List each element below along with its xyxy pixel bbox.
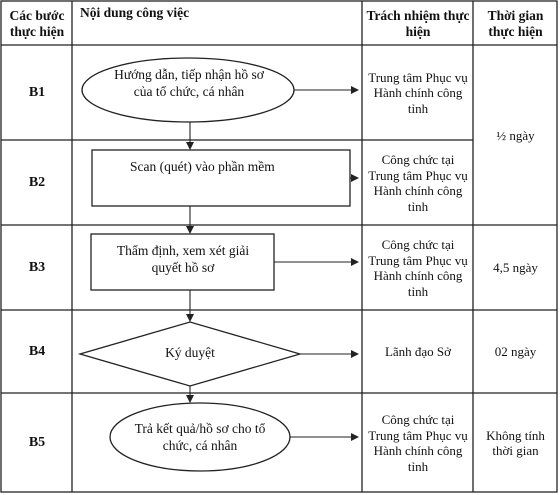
responsibility-b3: Công chức tại Trung tâm Phục vụ Hành chính công tỉnh xyxy=(368,237,468,299)
flow-text-b5: Trả kết quả/hồ sơ cho tổ chức, cá nhân xyxy=(134,421,266,453)
flow-text-b4: Ký duyệt xyxy=(165,345,215,360)
step-label-b3: B3 xyxy=(28,260,46,276)
responsibility-b1: Trung tâm Phục vụ Hành chính công tỉnh xyxy=(368,69,468,116)
step-label-b1: B1 xyxy=(28,85,46,101)
header-responsibility: Trách nhiệm thực hiện xyxy=(366,8,470,39)
header-content: Nội dung công việc xyxy=(80,5,190,21)
header-steps: Các bước thực hiện xyxy=(9,8,65,39)
time-b4: 02 ngày xyxy=(494,344,537,360)
flow-text-b3: Thẩm định, xem xét giải quyết hồ sơ xyxy=(116,243,250,275)
header-time: Thời gian thực hiện xyxy=(487,8,544,39)
flow-text-b2: Scan (quét) vào phần mềm xyxy=(130,159,275,174)
flow-text-b1: Hướng dẫn, tiếp nhận hồ sơ của tổ chức, cá nhân xyxy=(114,67,264,99)
step-label-b2: B2 xyxy=(28,175,46,191)
time-b1-b2: ½ ngày xyxy=(496,127,535,143)
responsibility-b4: Lãnh đạo Sở xyxy=(384,344,452,360)
responsibility-b5: Công chức tại Trung tâm Phục vụ Hành chính công tỉnh xyxy=(368,412,468,474)
responsibility-b2: Công chức tại Trung tâm Phục vụ Hành chính công tỉnh xyxy=(368,152,468,214)
time-b3: 4,5 ngày xyxy=(493,260,538,276)
time-b5: Không tính thời gian xyxy=(486,427,545,458)
step-label-b5: B5 xyxy=(28,435,46,451)
step-label-b4: B4 xyxy=(28,344,46,360)
